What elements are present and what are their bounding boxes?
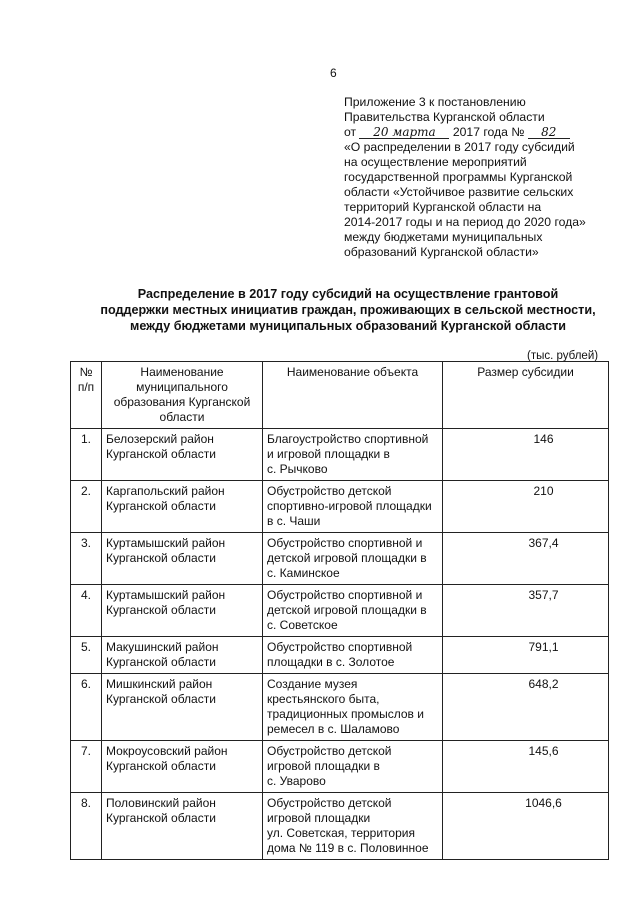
cell-amount: 357,7 <box>443 585 609 637</box>
handwritten-date: 20 марта <box>359 126 449 139</box>
cell-district: Мокроусовский район Курганской области <box>102 741 263 793</box>
cell-amount: 210 <box>443 481 609 533</box>
cell-amount: 791,1 <box>443 637 609 674</box>
header-amount: Размер субсидии <box>443 362 609 429</box>
units-label: (тыс. рублей) <box>527 350 599 362</box>
decree-line: «О распределении в 2017 году субсидий <box>344 140 575 154</box>
handwritten-number: 82 <box>528 126 570 139</box>
cell-number: 2. <box>71 481 102 533</box>
cell-object: Обустройство спортивной площадки в с. Золотое <box>263 637 443 674</box>
cell-district: Куртамышский район Курганской области <box>102 533 263 585</box>
cell-number: 3. <box>71 533 102 585</box>
date-middle: 2017 года № <box>452 125 525 139</box>
cell-object: Обустройство спортивной и детской игровой площадки в с. Каминское <box>263 533 443 585</box>
title-line: Распределение в 2017 году субсидий на осуществление грантовой <box>137 287 559 301</box>
cell-district: Куртамышский район Курганской области <box>102 585 263 637</box>
decree-line: территорий Курганской области на <box>344 200 542 214</box>
table-row <box>71 533 609 585</box>
cell-number: 7. <box>71 741 102 793</box>
cell-object: Благоустройство спортивной и игровой площадки в с. Рычково <box>263 429 443 481</box>
page-number: 6 <box>330 66 337 80</box>
cell-district: Половинский район Курганской области <box>102 793 263 860</box>
table-row <box>71 429 609 481</box>
document-title <box>88 286 608 334</box>
appendix-line: Правительства Курганской области <box>344 110 545 124</box>
decree-line: 2014-2017 годы и на период до 2020 года» <box>344 215 586 229</box>
cell-district: Каргапольский район Курганской области <box>102 481 263 533</box>
table-row <box>71 585 609 637</box>
header-number: № п/п <box>71 362 102 429</box>
cell-object: Обустройство спортивной и детской игровой площадки в с. Советское <box>263 585 443 637</box>
table-row <box>71 741 609 793</box>
appendix-block <box>344 95 614 260</box>
table-row <box>71 481 609 533</box>
table-row <box>71 637 609 674</box>
cell-amount: 648,2 <box>443 674 609 741</box>
cell-object: Обустройство детской игровой площадки ул. Советская, территория дома № 119 в с. Половинное <box>263 793 443 860</box>
cell-district: Белозерский район Курганской области <box>102 429 263 481</box>
table-row <box>71 793 609 860</box>
title-line: поддержки местных инициатив граждан, проживающих в сельской местности, <box>100 303 596 317</box>
header-object: Наименование объекта <box>263 362 443 429</box>
title-line: между бюджетами муниципальных образований Курганской области <box>130 319 566 333</box>
cell-number: 4. <box>71 585 102 637</box>
appendix-date-line <box>344 125 614 140</box>
decree-line: между бюджетами муниципальных <box>344 230 543 244</box>
table-row <box>71 674 609 741</box>
cell-amount: 1046,6 <box>443 793 609 860</box>
appendix-line: Приложение 3 к постановлению <box>344 95 526 109</box>
cell-number: 1. <box>71 429 102 481</box>
decree-line: образований Курганской области» <box>344 245 539 259</box>
cell-district: Макушинский район Курганской области <box>102 637 263 674</box>
cell-district: Мишкинский район Курганской области <box>102 674 263 741</box>
cell-amount: 145,6 <box>443 741 609 793</box>
header-district: Наименование муниципального образования Курганской области <box>102 362 263 429</box>
cell-number: 5. <box>71 637 102 674</box>
decree-line: государственной программы Курганской <box>344 170 573 184</box>
decree-line: на осуществление мероприятий <box>344 155 527 169</box>
subsidy-table <box>70 361 609 860</box>
cell-object: Создание музея крестьянского быта, традиционных промыслов и ремесел в с. Шаламово <box>263 674 443 741</box>
cell-number: 8. <box>71 793 102 860</box>
table-header-row <box>71 362 609 429</box>
decree-line: области «Устойчивое развитие сельских <box>344 185 574 199</box>
cell-amount: 146 <box>443 429 609 481</box>
cell-amount: 367,4 <box>443 533 609 585</box>
cell-number: 6. <box>71 674 102 741</box>
cell-object: Обустройство детской спортивно-игровой площадки в с. Чаши <box>263 481 443 533</box>
date-prefix: от <box>344 125 357 139</box>
cell-object: Обустройство детской игровой площадки в с. Уварово <box>263 741 443 793</box>
